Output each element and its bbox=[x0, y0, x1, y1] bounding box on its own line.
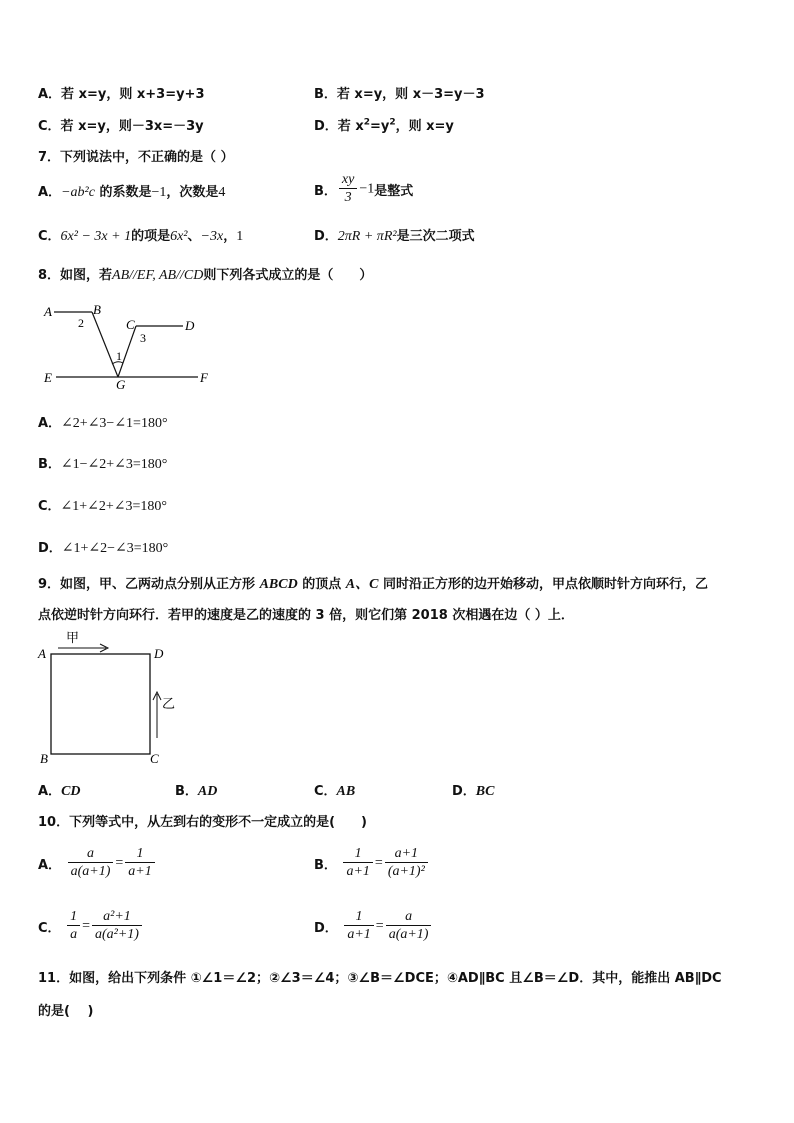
label-jia: 甲 bbox=[66, 631, 80, 646]
q6-option-d: D．若 $x^2=y^2$，则 x=y bbox=[314, 117, 454, 134]
q8-option-d: D．∠1+∠2−∠3=180° bbox=[38, 541, 169, 556]
label-g: G bbox=[116, 377, 126, 392]
q7-option-b: B． $\frac{xy}{3}$ −1是整式 bbox=[314, 172, 414, 205]
q9-option-b: B．AD bbox=[175, 784, 218, 799]
q8-stem: 8．如图，若AB//EF, AB//CD则下列各式成立的是（ ） bbox=[38, 268, 373, 283]
q8-option-a: A．∠2+∠3−∠1=180° bbox=[38, 416, 168, 431]
q7-option-c: C．6x² − 3x + 1的项是6x²、−3x，1 bbox=[38, 229, 244, 244]
label-1: 1 bbox=[116, 349, 122, 363]
q10-option-a: A． $\frac{a}{a(a+1)}$ = $\frac{1}{a+1}$ bbox=[38, 846, 157, 881]
label-yi: 乙 bbox=[162, 697, 176, 712]
q10-stem: 10．下列等式中，从左到右的变形不一定成立的是( ) bbox=[38, 815, 367, 830]
q9-option-a: A．CD bbox=[38, 784, 81, 799]
q9-option-d: D．BC bbox=[452, 784, 495, 799]
q8-option-b: B．∠1−∠2+∠3=180° bbox=[38, 457, 168, 472]
label-e: E bbox=[44, 370, 52, 385]
label-2: 2 bbox=[78, 316, 84, 330]
q8-figure bbox=[38, 300, 218, 392]
q10-option-b: B． $\frac{1}{a+1}$ = $\frac{a+1}{\text{(a+1)²}}$ bbox=[314, 846, 430, 881]
q7-option-d: D．2πR + πR²是三次二项式 bbox=[314, 229, 475, 244]
label-d: D bbox=[185, 318, 195, 333]
q8-option-c: C．∠1+∠2+∠3=180° bbox=[38, 499, 168, 514]
q9-stem-line1: 9．如图，甲、乙两动点分别从正方形 ABCD 的顶点 A、C 同时沿正方形的边开始移动，甲点依顺时针方向环行，乙 bbox=[38, 577, 708, 592]
label-c: C bbox=[150, 751, 159, 766]
q7-stem: 7．下列说法中，不正确的是（ ） bbox=[38, 150, 234, 165]
label-b: B bbox=[93, 302, 101, 317]
q9-stem-line2: 点依逆时针方向环行．若甲的速度是乙的速度的 3 倍，则它们第 2018 次相遇在边（ ）上． bbox=[38, 608, 574, 623]
label-a: A bbox=[44, 304, 52, 319]
q10-option-d: D． $\frac{1}{a+1}$ = $\frac{a}{a(a+1)}$ bbox=[314, 909, 433, 944]
q7-option-a: A．−ab²c 的系数是−1，次数是4 bbox=[38, 185, 226, 200]
q6-option-b: B．若 x=y，则 x－3=y－3 bbox=[314, 87, 485, 102]
label-b: B bbox=[40, 751, 48, 766]
square-abcd bbox=[51, 654, 150, 754]
label-a: A bbox=[38, 646, 46, 661]
q11-stem-line1: 11．如图，给出下列条件 ①∠1＝∠2；②∠3＝∠4；③∠B＝∠DCE；④AD∥BC 且∠B＝∠D．其中，能推出 AB∥DC bbox=[38, 971, 722, 986]
q6-option-a: A．若 x=y，则 x+3=y+3 bbox=[38, 87, 205, 102]
label-f: F bbox=[200, 370, 208, 385]
q10-option-c: C． $\frac{1}{a}$ = $\frac{\text{a²+1}}{\text{a(a²+1)}}$ bbox=[38, 909, 144, 944]
label-3: 3 bbox=[140, 331, 146, 345]
q9-figure bbox=[36, 628, 186, 768]
q9-option-c: C．AB bbox=[314, 784, 356, 799]
q6-option-c: C．若 x=y，则－3x=－3y bbox=[38, 119, 204, 134]
label-c: C bbox=[126, 317, 135, 332]
line-bg bbox=[92, 312, 118, 377]
q11-stem-line2: 的是( ) bbox=[38, 1004, 94, 1019]
label-d: D bbox=[154, 646, 164, 661]
